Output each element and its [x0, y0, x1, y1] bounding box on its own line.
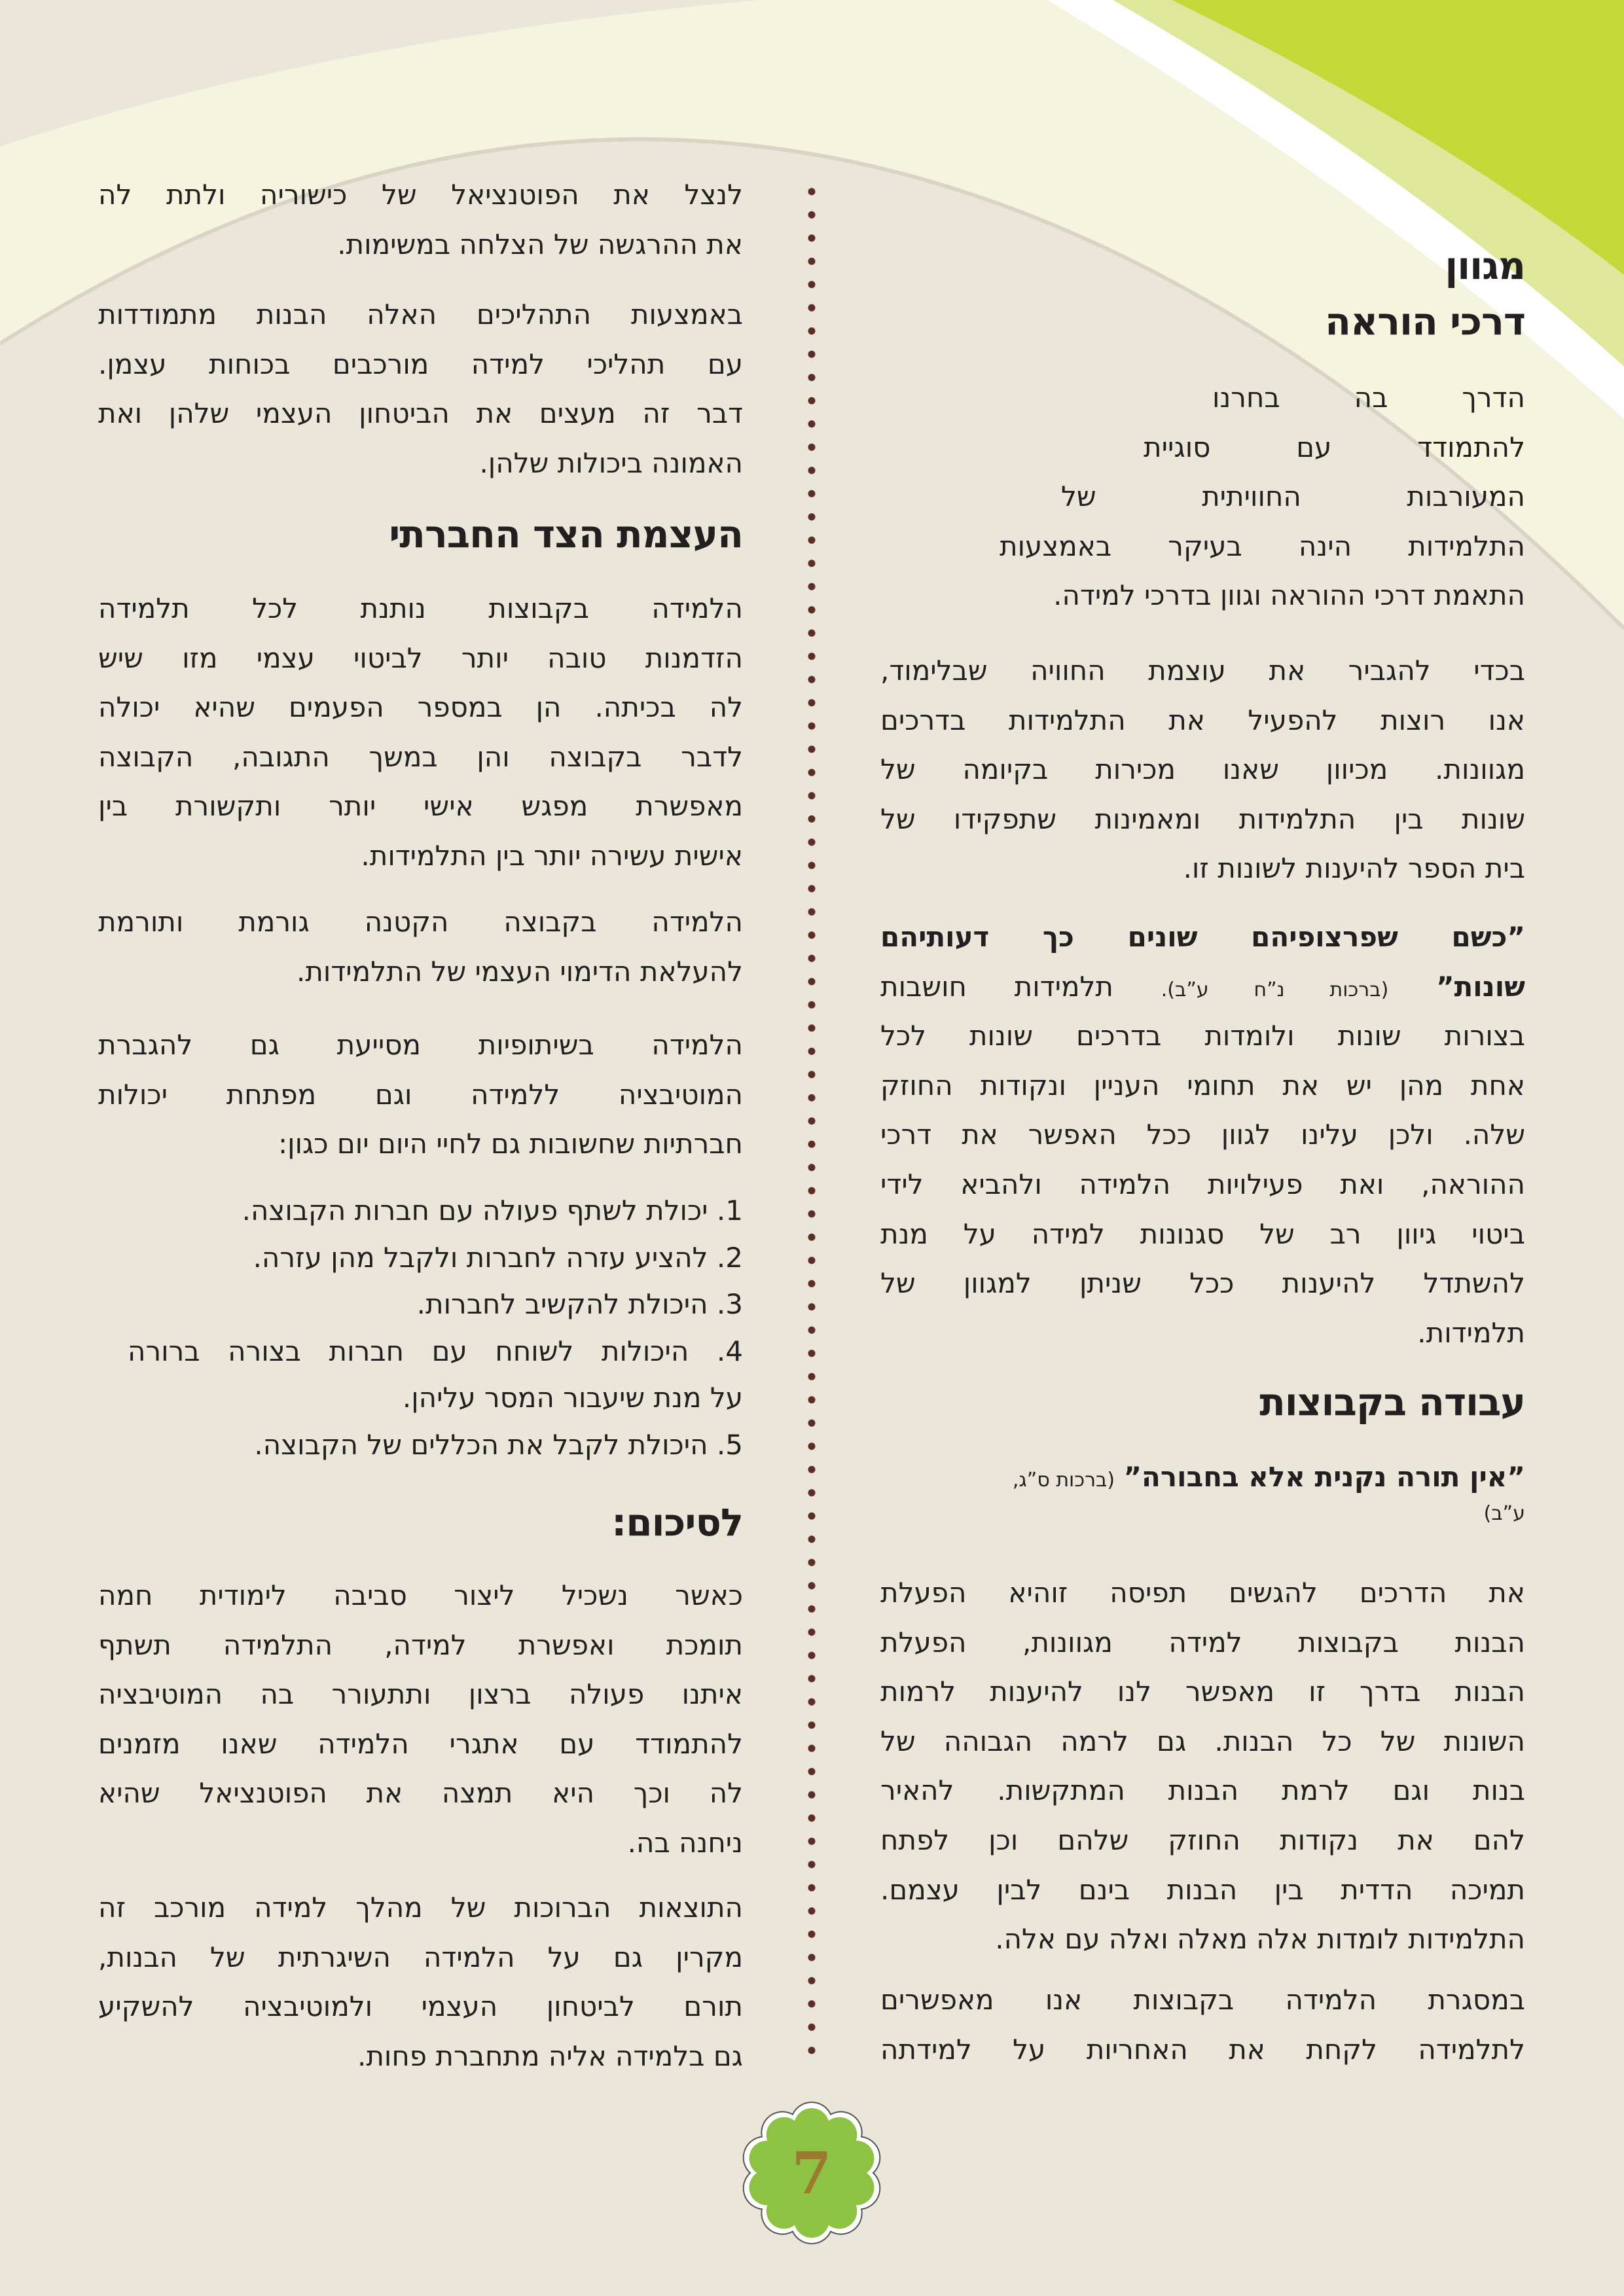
- paragraph: [98, 897, 743, 996]
- paragraph: [880, 1975, 1525, 2074]
- text-line: להעלאת הדימוי העצמי של התלמידות.: [296, 955, 743, 988]
- dotted-column-divider: [806, 180, 817, 2065]
- text-line: ביטוי גיוון רב של סגנונות למידה על מנת: [880, 1217, 1525, 1250]
- list-item-continued: על מנת שיעבור המסר עליהן.: [402, 1382, 743, 1414]
- text-line: עם תהליכי למידה מורכבים בכוחות עצמן.: [98, 348, 743, 380]
- text-line: בנות וגם לרמת הבנות המתקשות. להאיר: [880, 1774, 1525, 1807]
- text-run: תלמידות חושבות: [880, 970, 1114, 1003]
- text-line: השונות של כל הבנות. גם לרמה הגבוהה של: [880, 1725, 1525, 1757]
- text-line: ההוראה, ואת פעילויות הלמידה ולהביא לידי: [880, 1168, 1525, 1200]
- text-line: התלמידות הינה בעיקר באמצעות: [1000, 529, 1525, 562]
- text-line: הלמידה בקבוצות נותנת לכל תלמידה: [98, 592, 743, 624]
- section-heading-social: [98, 507, 743, 562]
- text-line: בכדי להגביר את עוצמת החוויה שבלימוד,: [880, 655, 1525, 687]
- heading-line: דרכי הוראה: [1325, 299, 1525, 344]
- heading-line: מגוון: [1445, 243, 1525, 288]
- heading-line: לסיכום:: [611, 1500, 743, 1545]
- text-line: שלה. ולכן עלינו לגוון ככל האפשר את דרכי: [880, 1119, 1525, 1151]
- section-heading-teaching-variety: [880, 238, 1525, 350]
- text-line: הבנות בקבוצות למידה מגוונות, הפעלת: [880, 1626, 1525, 1659]
- paragraph: [98, 1020, 743, 1169]
- text-line: דבר זה מעצים את הביטחון העצמי שלהן ואת: [98, 397, 743, 430]
- text-line: את ההרגשה של הצלחה במשימות.: [337, 228, 743, 260]
- text-line: את הדרכים להגשים תפיסה זוהיא הפעלת: [880, 1577, 1525, 1609]
- text-line: חברתיות שחשובות גם לחיי היום יום כגון:: [278, 1128, 743, 1160]
- text-line: גם בלמידה אליה מתחברת פחות.: [357, 2039, 743, 2072]
- text-line: איתנו פעולה ברצון ותתעורר בה המוטיבציה: [98, 1678, 743, 1711]
- text-line: הלמידה בשיתופיות מסייעת גם להגברת: [98, 1029, 743, 1061]
- list-item: 5. היכולת לקבל את הכללים של הקבוצה.: [254, 1428, 743, 1461]
- text-line: תמיכה הדדית בין הבנות בינם לבין עצמם.: [880, 1873, 1525, 1906]
- list-item: 4. היכולות לשוחח עם חברות בצורה ברורה: [128, 1335, 743, 1367]
- text-line: כאשר נשכיל ליצור סביבה לימודית חמה: [98, 1579, 743, 1611]
- text-line: הזדמנות טובה יותר לביטוי עצמי מזו שיש: [98, 641, 743, 674]
- text-line: במסגרת הלמידה בקבוצות אנו מאפשרים: [880, 1984, 1525, 2016]
- section-heading-group-work: [880, 1374, 1525, 1430]
- quote-line: [880, 962, 1525, 1012]
- citation-continued: ע”ב): [1483, 1502, 1525, 1525]
- text-line: לדבר בקבוצה והן במשך התגובה, הקבוצה: [98, 740, 743, 773]
- paragraph-intro: [880, 373, 1525, 620]
- text-line: להתמודד עם אתגרי הלמידה שאנו מזמנים: [98, 1727, 743, 1760]
- quote-rest: [880, 1011, 1525, 1357]
- text-line: לה בכיתה. הן במספר הפעמים שהיא יכולה: [98, 691, 743, 724]
- quote-line: [880, 1454, 1525, 1501]
- section-heading-summary: [98, 1495, 743, 1551]
- citation: (ברכות ס”ג,: [1012, 1469, 1115, 1492]
- text-line: להתמודד עם סוגיית: [1144, 431, 1525, 463]
- text-line: הבנות בדרך זו מאפשר לנו להיענות לרמות: [880, 1676, 1525, 1708]
- text-line: תלמידות.: [1417, 1316, 1525, 1349]
- paragraph: [98, 1571, 743, 1868]
- text-line: הלמידה בקבוצה הקטנה גורמת ותורמת: [98, 906, 743, 938]
- text-line: לתלמידה לקחת את האחריות על למידתה: [880, 2033, 1525, 2066]
- list-item: 2. להציע עזרה לחברות ולקבל מהן עזרה.: [253, 1241, 743, 1274]
- text-line: הדרך בה בחרנו: [1212, 382, 1525, 414]
- quote-text: ”אין תורה נקנית אלא בחבורה”: [1123, 1461, 1525, 1493]
- quote-paragraph: [880, 912, 1525, 1357]
- text-line: להם את נקודות החוזק שלהם וכן לפתח: [880, 1823, 1525, 1856]
- text-line: האמונה ביכולות שלהן.: [479, 446, 743, 479]
- paragraph: [98, 1883, 743, 2081]
- text-line: תומכת ואפשרת למידה, התלמידה תשתף: [98, 1628, 743, 1661]
- paragraph: [98, 584, 743, 881]
- page-number-badge: [740, 2101, 884, 2245]
- text-line: התאמת דרכי ההוראה וגוון בדרכי למידה.: [1053, 579, 1525, 612]
- list-item: 1. יכולת לשתף פעולה עם חברות הקבוצה.: [242, 1194, 743, 1227]
- paragraph: [880, 1568, 1525, 1964]
- text-line: התלמידות לומדות אלה מאלה ואלה עם אלה.: [995, 1923, 1525, 1956]
- text-line: התוצאות הברוכות של מהלך למידה מורכב זה: [98, 1892, 743, 1924]
- heading-line: העצמת הצד החברתי: [389, 512, 743, 556]
- text-line: אנו רוצות להפעיל את התלמידות בדרכים: [880, 704, 1525, 736]
- quote-line: ”כשם שפרצופיהם שונים כך דעותיהם: [880, 921, 1525, 953]
- text-line: בצורות שונות ולומדות בדרכים שונות לכל: [880, 1020, 1525, 1052]
- text-line: ניחנה בה.: [627, 1826, 743, 1859]
- text-line: מגוונות. מכיוון שאנו מכירות בקיומה של: [880, 753, 1525, 786]
- list-item: 3. היכולת להקשיב לחברות.: [416, 1288, 743, 1321]
- text-line: מקרין גם על הלמידה השיגרתית של הבנות,: [98, 1941, 743, 1973]
- numbered-list: [98, 1187, 743, 1469]
- text-line: אחת מהן יש את תחומי העניין ונקודות החוזק: [880, 1069, 1525, 1102]
- text-line: מאפשרת מפגש אישי יותר ותקשורת בין: [98, 790, 743, 823]
- paragraph: [98, 170, 743, 269]
- quote-group-work: [880, 1454, 1525, 1527]
- text-line: המעורבות החוויתית של: [1061, 480, 1525, 513]
- text-line: תורם לביטחון העצמי ולמוטיבציה להשקיע: [98, 1990, 743, 2023]
- text-line: בית הספר להיענות לשונות זו.: [1183, 852, 1525, 885]
- paragraph: [880, 646, 1525, 893]
- text-line: אישית עשירה יותר בין התלמידות.: [361, 839, 743, 872]
- text-line: לנצל את הפוטנציאל של כישוריה ולתת לה: [98, 179, 743, 211]
- text-line: להשתדל להיענות ככל שניתן למגוון של: [880, 1267, 1525, 1300]
- text-line: באמצעות התהליכים האלה הבנות מתמודדות: [98, 298, 743, 331]
- citation: (ברכות נ”ח ע”ב).: [1161, 978, 1389, 1001]
- text-line: לה וכך היא תמצה את הפוטנציאל שהיא: [98, 1777, 743, 1810]
- page-number: 7: [791, 2139, 832, 2207]
- heading-line: עבודה בקבוצות: [1259, 1380, 1525, 1424]
- paragraph: [98, 290, 743, 488]
- text-line: שונות בין התלמידות ומאמינות שתפקידו של: [880, 802, 1525, 835]
- quote-end: שונות”: [1436, 970, 1526, 1003]
- text-line: המוטיבציה ללמידה וגם מפתחת יכולות: [98, 1078, 743, 1111]
